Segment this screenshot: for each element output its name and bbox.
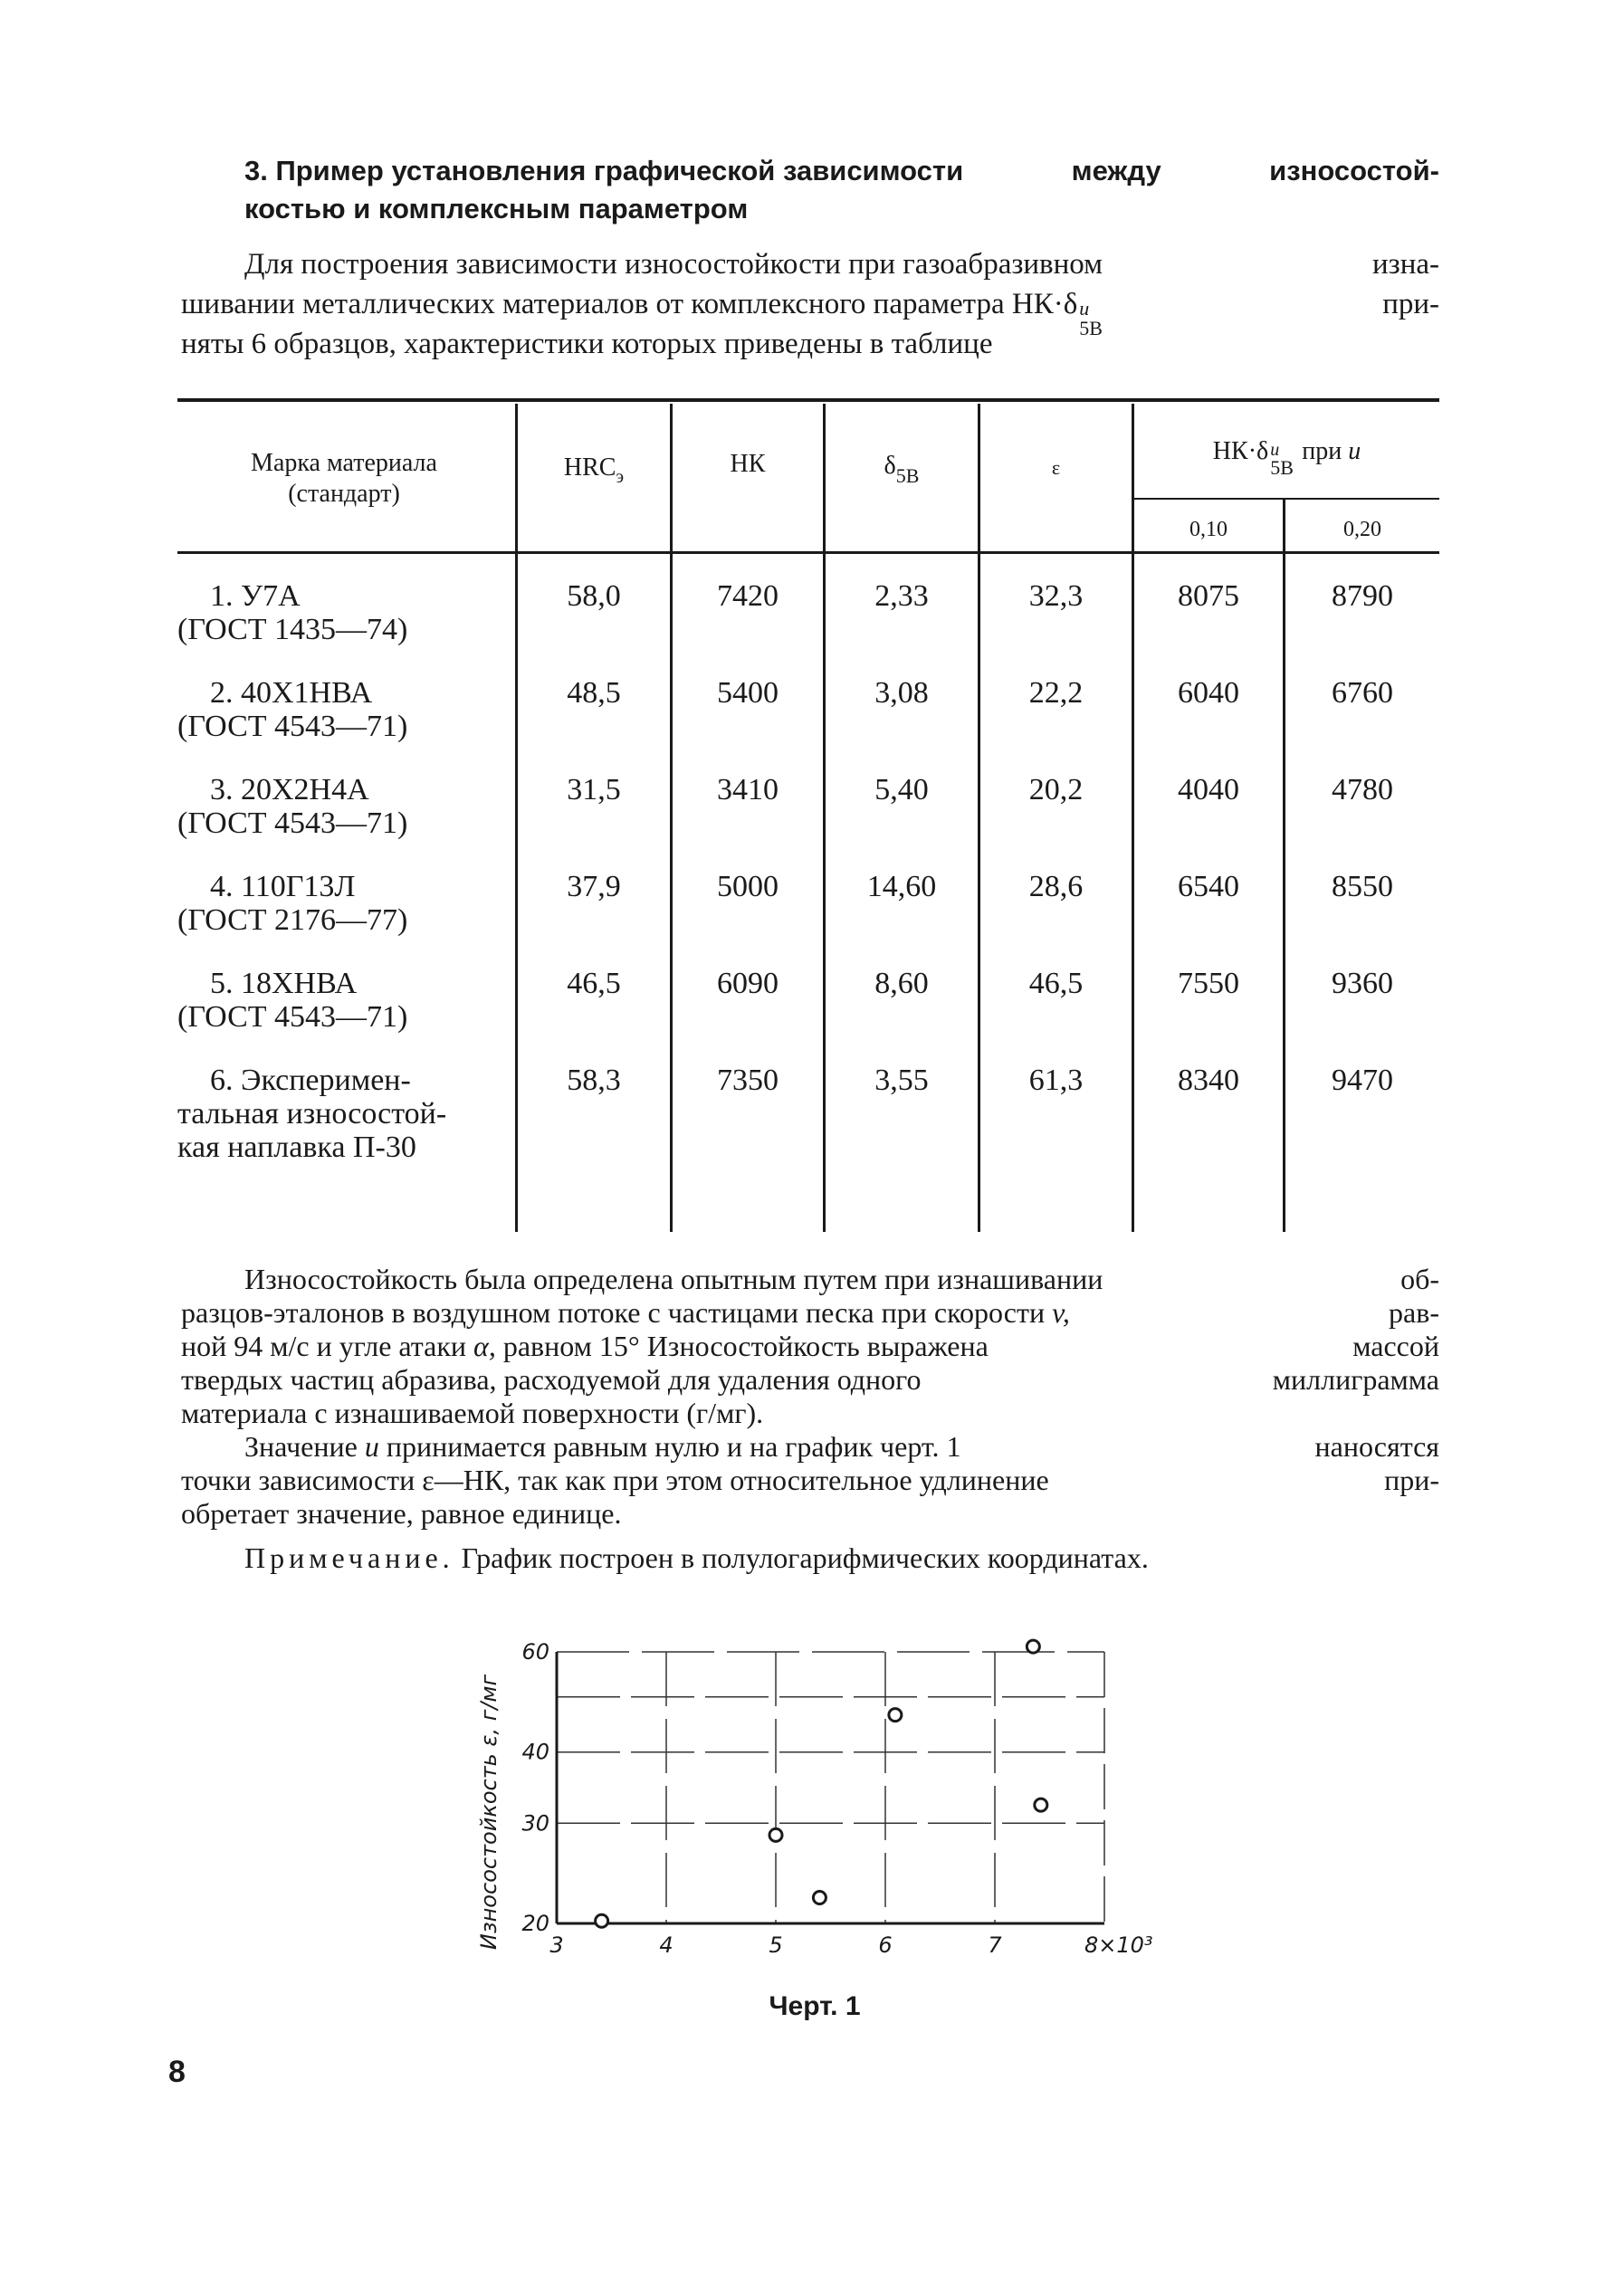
intro-line3: няты 6 образцов, характеристики которых приведены в таблице bbox=[181, 328, 993, 360]
intro-paragraph bbox=[181, 244, 1439, 364]
cell-hrc: 37,9 bbox=[567, 870, 621, 903]
p2-line1-text: Значение u принимается равным нулю и на график черт. 1 bbox=[244, 1430, 961, 1463]
p1-line3-text: ной 94 м/с и угле атаки α, равном 15° Износостойкость выражена bbox=[181, 1330, 989, 1362]
x-tick-label: 5 bbox=[769, 1932, 783, 1958]
cell-hk: 7350 bbox=[717, 1064, 779, 1097]
cell-eps: 61,3 bbox=[1028, 1064, 1084, 1097]
x-tick-label: 4 bbox=[659, 1932, 673, 1958]
y-tick-label: 30 bbox=[521, 1810, 549, 1837]
cell-u2: 4780 bbox=[1332, 773, 1393, 806]
cell-hrc: 58,0 bbox=[567, 579, 621, 613]
cell-hrc: 31,5 bbox=[567, 773, 621, 806]
table-col-divider bbox=[670, 404, 673, 1232]
p1-line2-text: разцов-эталонов в воздушном потоке с частицами песка при скорости v, bbox=[181, 1296, 1070, 1329]
table-col-divider bbox=[515, 404, 518, 1232]
body-paragraph-2 bbox=[181, 1430, 1439, 1531]
cell-u2: 8550 bbox=[1332, 870, 1393, 903]
cell-hrc: 46,5 bbox=[567, 967, 621, 1000]
cell-delta: 3,08 bbox=[874, 676, 929, 710]
table-header-bottom-rule bbox=[177, 551, 1439, 554]
note-text: График построен в полулогарифмических координатах. bbox=[461, 1541, 1149, 1574]
cell-u2: 9470 bbox=[1332, 1064, 1393, 1097]
cell-u2: 9360 bbox=[1332, 967, 1393, 1000]
y-tick-label: 20 bbox=[521, 1911, 549, 1936]
x-tick-label: 6 bbox=[878, 1932, 893, 1958]
header-group: НК·δ u 5В при u bbox=[1212, 437, 1361, 479]
cell-delta: 3,55 bbox=[874, 1064, 929, 1097]
p1-line1-end: об- bbox=[1400, 1263, 1439, 1295]
header-hk: НК bbox=[730, 450, 766, 478]
data-point bbox=[769, 1828, 782, 1841]
cell-u2: 8790 bbox=[1332, 579, 1393, 613]
header-u1: 0,10 bbox=[1189, 518, 1228, 541]
p2-line2-end: при- bbox=[1384, 1464, 1439, 1496]
cell-eps: 32,3 bbox=[1028, 579, 1084, 613]
heading-line1-part3: износостой- bbox=[1269, 155, 1439, 186]
cell-hk: 6090 bbox=[717, 967, 779, 1000]
cell-hk: 3410 bbox=[717, 773, 779, 806]
p1-line4-text: твердых частиц абразива, расходуемой для удаления одного bbox=[181, 1363, 922, 1396]
intro-line1-end: изна- bbox=[1372, 248, 1439, 281]
table-col-divider bbox=[823, 404, 826, 1232]
cell-eps: 46,5 bbox=[1028, 967, 1084, 1000]
row-material-name: 2. 40Х1НВА (ГОСТ 4543—71) bbox=[177, 676, 408, 743]
x-tick-label: 8×10³ bbox=[1084, 1932, 1153, 1958]
scatter-chart bbox=[453, 1611, 1177, 1973]
y-axis-label: Износостойкость ε, г/мг bbox=[476, 1674, 502, 1951]
p1-line5-text: материала с изнашиваемой поверхности (г/мг). bbox=[181, 1397, 764, 1429]
cell-delta: 5,40 bbox=[874, 773, 929, 806]
y-tick-label: 40 bbox=[521, 1739, 549, 1765]
cell-u1: 7550 bbox=[1178, 967, 1239, 1000]
cell-u1: 6540 bbox=[1178, 870, 1239, 903]
header-hrc: $HRC_э$ bbox=[563, 453, 625, 487]
heading-line1-part2: между bbox=[1071, 155, 1161, 186]
x-tick-label: 7 bbox=[988, 1932, 1002, 1958]
data-point bbox=[813, 1892, 826, 1904]
intro-line2-end: при- bbox=[1382, 288, 1439, 320]
p2-line1-end: наносятся bbox=[1314, 1430, 1439, 1463]
cell-eps: 28,6 bbox=[1028, 870, 1084, 903]
note-paragraph bbox=[181, 1541, 1439, 1575]
y-tick-label: 60 bbox=[521, 1639, 549, 1665]
cell-eps: 22,2 bbox=[1028, 676, 1084, 710]
header-material: Марка материала (стандарт) bbox=[251, 449, 437, 508]
intro-line2-text: шивании металлических материалов от комплексного параметра НК·δ u 5В bbox=[181, 288, 1103, 339]
cell-hk: 5000 bbox=[717, 870, 779, 903]
table-header-subrule bbox=[1133, 498, 1439, 500]
cell-delta: 14,60 bbox=[866, 870, 937, 903]
row-material-name: 6. Эксперимен- тальная износостой- кая наплавка П-30 bbox=[177, 1064, 447, 1164]
cell-delta: 2,33 bbox=[874, 579, 929, 613]
body-paragraph-1 bbox=[181, 1263, 1439, 1430]
header-u2: 0,20 bbox=[1343, 518, 1381, 541]
p2-line3-text: обретает значение, равное единице. bbox=[181, 1497, 622, 1530]
data-point bbox=[1027, 1640, 1039, 1653]
p1-line1-text: Износостойкость была определена опытным путем при изнашивании bbox=[244, 1263, 1103, 1295]
cell-u1: 4040 bbox=[1178, 773, 1239, 806]
row-material-name: 5. 18ХНВА (ГОСТ 4543—71) bbox=[177, 967, 408, 1034]
intro-line1-text: Для построения зависимости износостойкости при газоабразивном bbox=[244, 248, 1103, 281]
data-point bbox=[1035, 1799, 1047, 1811]
data-point bbox=[596, 1914, 608, 1927]
table-col-divider bbox=[978, 404, 980, 1232]
figure-caption: Черт. 1 bbox=[769, 1991, 861, 2021]
p1-line4-end: миллиграмма bbox=[1272, 1363, 1439, 1396]
header-eps: ε bbox=[1051, 456, 1061, 479]
cell-hk: 5400 bbox=[717, 676, 779, 710]
row-material-name: 4. 110Г13Л (ГОСТ 2176—77) bbox=[177, 870, 408, 937]
p1-line2-end: рав- bbox=[1389, 1296, 1439, 1329]
data-point bbox=[889, 1709, 902, 1722]
cell-u1: 6040 bbox=[1178, 676, 1239, 710]
cell-u1: 8075 bbox=[1178, 579, 1239, 613]
cell-hk: 7420 bbox=[717, 579, 779, 613]
p2-line2-text: точки зависимости ε—НК, так как при этом относительное удлинение bbox=[181, 1464, 1049, 1496]
cell-u2: 6760 bbox=[1332, 676, 1393, 710]
page-number: 8 bbox=[168, 2055, 186, 2089]
x-tick-label: 3 bbox=[549, 1932, 564, 1958]
note-label: Примечание. bbox=[244, 1541, 454, 1574]
cell-eps: 20,2 bbox=[1028, 773, 1084, 806]
row-material-name: 1. У7А (ГОСТ 1435—74) bbox=[177, 579, 408, 646]
header-delta: $\delta_{5В}$ bbox=[884, 452, 920, 487]
cell-delta: 8,60 bbox=[874, 967, 929, 1000]
cell-u1: 8340 bbox=[1178, 1064, 1239, 1097]
section-heading bbox=[244, 152, 1439, 228]
heading-line2: костью и комплексным параметром bbox=[244, 193, 749, 224]
cell-hrc: 58,3 bbox=[567, 1064, 621, 1097]
heading-line1-part1: 3. Пример установления графической зависимости bbox=[244, 155, 964, 186]
p1-line3-end: массой bbox=[1352, 1330, 1439, 1362]
row-material-name: 3. 20Х2Н4А (ГОСТ 4543—71) bbox=[177, 773, 408, 840]
table-top-rule bbox=[177, 398, 1439, 402]
cell-hrc: 48,5 bbox=[567, 676, 621, 710]
